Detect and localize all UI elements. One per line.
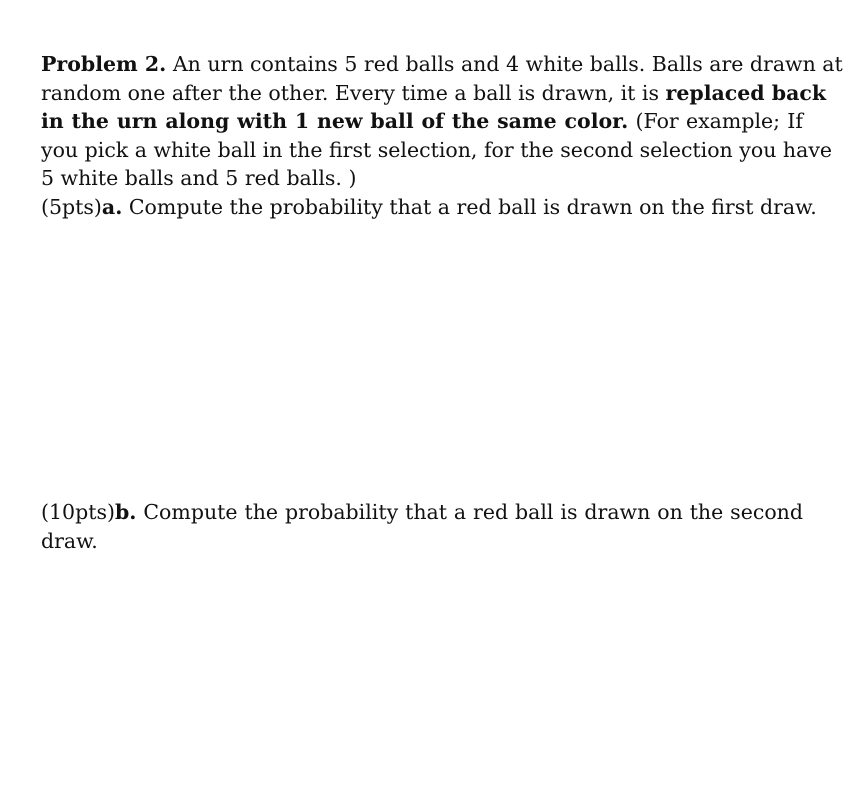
part-a-points: (5pts): [41, 194, 102, 219]
part-b-question-block: [41, 498, 803, 555]
problem-line-3: [41, 107, 803, 136]
problem-line-5: [41, 164, 803, 193]
example-end: 5 white balls and 5 red balls. ): [41, 166, 357, 190]
example-start: (For example; If: [628, 109, 803, 133]
part-b-line-2: [41, 527, 803, 556]
problem-statement: [41, 50, 843, 221]
new-ball-emphasis: in the urn along with 1 new ball of the same color.: [41, 109, 629, 133]
problem-line-1: [41, 50, 843, 79]
part-b-letter: b.: [114, 500, 137, 524]
part-b-line-1: [41, 498, 803, 527]
replaced-back-emphasis: replaced back: [665, 80, 827, 105]
part-b-question: Compute the probability that a red ball is drawn on the second: [136, 500, 803, 524]
problem-line-2-text: random one after the other. Every time a ball is drawn, it is: [41, 80, 666, 105]
problem-intro: An urn contains 5 red balls and 4 white balls. Balls are drawn at: [166, 52, 843, 76]
part-b-question-end: draw.: [41, 528, 98, 553]
part-a-line: [41, 193, 817, 222]
part-a-question: Compute the probability that a red ball is drawn on the first draw.: [122, 194, 817, 219]
part-a-letter: a.: [101, 194, 123, 219]
example-middle: you pick a white ball in the first selection, for the second selection you have: [41, 137, 833, 162]
problem-line-2: [41, 79, 827, 108]
part-b-points: (10pts): [41, 500, 115, 524]
problem-line-4: [41, 136, 833, 165]
problem-heading: Problem 2.: [41, 52, 167, 76]
